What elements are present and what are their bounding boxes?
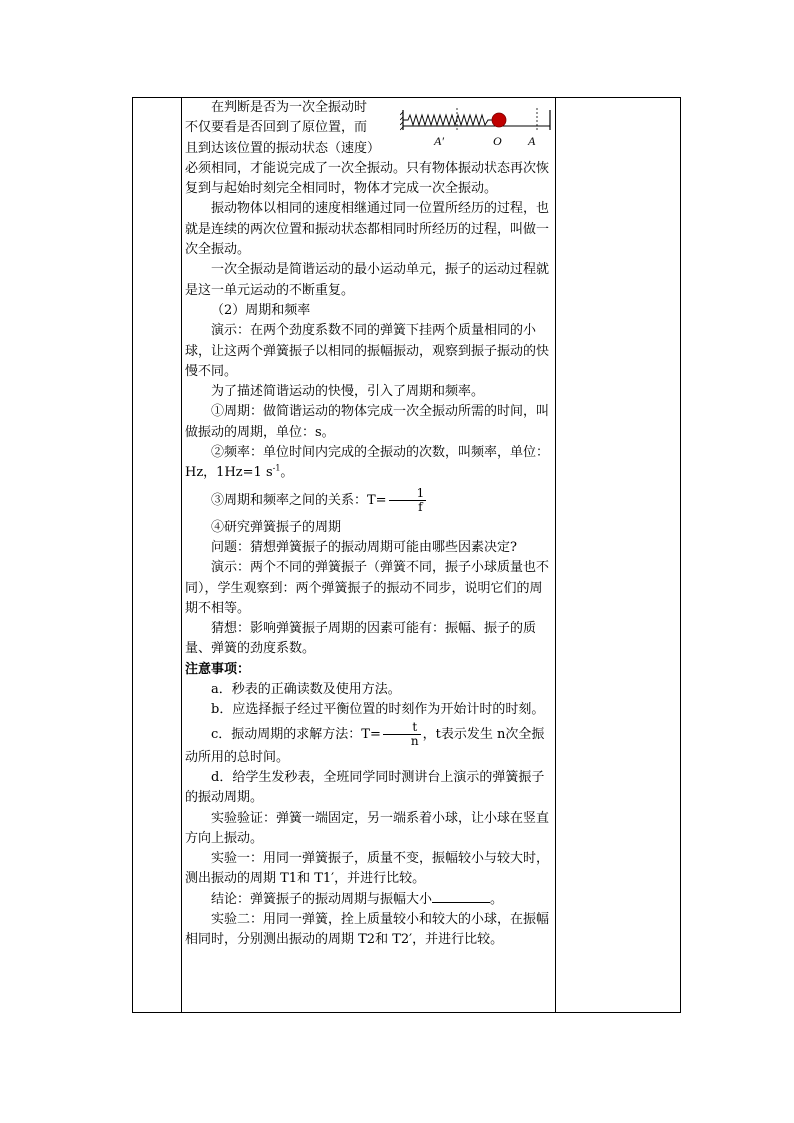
lesson-content <box>185 98 552 951</box>
text-line: 且到达该位置的振动状态（速度） <box>185 140 381 156</box>
label-a-prime: A′ <box>434 134 444 148</box>
fraction-1-over-f <box>389 487 427 514</box>
numerator: t <box>383 721 421 735</box>
note-item: b．应选择振子经过平衡位置的时刻作为开始计时的时刻。 <box>211 702 545 718</box>
frequency-text: ②频率：单位时间内完成的全振动的次数，叫频率，单位：Hz，1Hz=1 s <box>185 445 550 481</box>
formula-line <box>185 484 552 518</box>
text-paragraph: ①周期：做简谐运动的物体完成一次全振动所需的时间，叫做振动的周期，单位：s。 <box>185 404 550 440</box>
column-divider-left <box>181 98 182 1012</box>
notes-heading: 注意事项： <box>185 661 251 677</box>
text-paragraph: 一次全振动是简谐运动的最小运动单元，振子的运动过程就是这一单元运动的不断重复。 <box>185 262 550 298</box>
text-paragraph: 振动物体以相同的速度相继通过同一位置所经历的过程，也就是连续的两次位置和振动状态都相同时所经历的过程，叫做一次全振动。 <box>185 201 550 258</box>
text-line: 在判断是否为一次全振动时 <box>211 100 368 115</box>
exponent: -1 <box>272 464 281 474</box>
conclusion-line <box>185 890 552 910</box>
text-paragraph: 实验一：用同一弹簧振子，质量不变，振幅较小与较大时，测出振动的周期 T1和 T1′，并进行比较。 <box>185 851 550 887</box>
label-a: A <box>528 134 536 148</box>
note-text: c．振动周期的求解方法：T= <box>211 726 381 742</box>
denominator: f <box>418 499 423 514</box>
text-paragraph: 为了描述简谐运动的快慢，引入了周期和频率。 <box>211 384 485 400</box>
label-o: O <box>493 134 502 148</box>
fill-in-blank[interactable] <box>432 890 490 903</box>
denominator: n <box>410 733 419 748</box>
text-paragraph: 问题：猜想弹簧振子的振动周期可能由哪些因素决定? <box>211 539 517 555</box>
section-heading: （2）周期和频率 <box>211 302 311 318</box>
text-paragraph <box>185 443 552 484</box>
fraction-t-over-n <box>383 721 421 748</box>
numerator: 1 <box>389 487 427 501</box>
section-heading: ④研究弹簧振子的周期 <box>211 519 342 535</box>
note-item: a．秒表的正确读数及使用方法。 <box>211 682 401 698</box>
column-divider-right <box>555 98 556 1012</box>
conclusion-text: 结论：弹簧振子的振动周期与振幅大小 <box>211 891 433 907</box>
period-mark: 。 <box>490 891 504 907</box>
note-item <box>185 721 552 768</box>
note-item: d．给学生发秒表，全班同学同时测讲台上演示的弹簧振子的振动周期。 <box>185 769 545 806</box>
text-paragraph: 必须相同，才能说完成了一次全振动。只有物体振动状态再次恢复到与起始时刻完全相同时，物体才完成一次全振动。 <box>185 160 550 197</box>
text-paragraph: 演示：在两个劲度系数不同的弹簧下挂两个质量相同的小球，让这两个弹簧振子以相同的振幅振动，观察到振子振动的快慢不同。 <box>185 323 550 379</box>
text-paragraph: 实验二：用同一弹簧，拴上质量较小和较大的小球，在振幅相同时，分别测出振动的周期 T2和 T2′，并进行比较。 <box>185 911 550 948</box>
period-mark: 。 <box>280 465 294 481</box>
formula-text: ③周期和频率之间的关系：T= <box>211 492 387 508</box>
text-line: 不仅要看是否回到了原位置，而 <box>185 120 368 136</box>
text-paragraph: 猜想：影响弹簧振子周期的因素可能有：振幅、振子的质量、弹簧的劲度系数。 <box>185 621 537 657</box>
note-text: ，t表示发生 n次全振动所用的总时间。 <box>185 726 545 765</box>
text-paragraph: 实验验证：弹簧一端固定，另一端系着小球，让小球在竖直方向上振动。 <box>185 810 550 846</box>
text-paragraph: 演示：两个不同的弹簧振子（弹簧不同，振子小球质量也不同），学生观察到：两个弹簧振子的振动不同步，说明它们的周期不相等。 <box>185 560 550 616</box>
